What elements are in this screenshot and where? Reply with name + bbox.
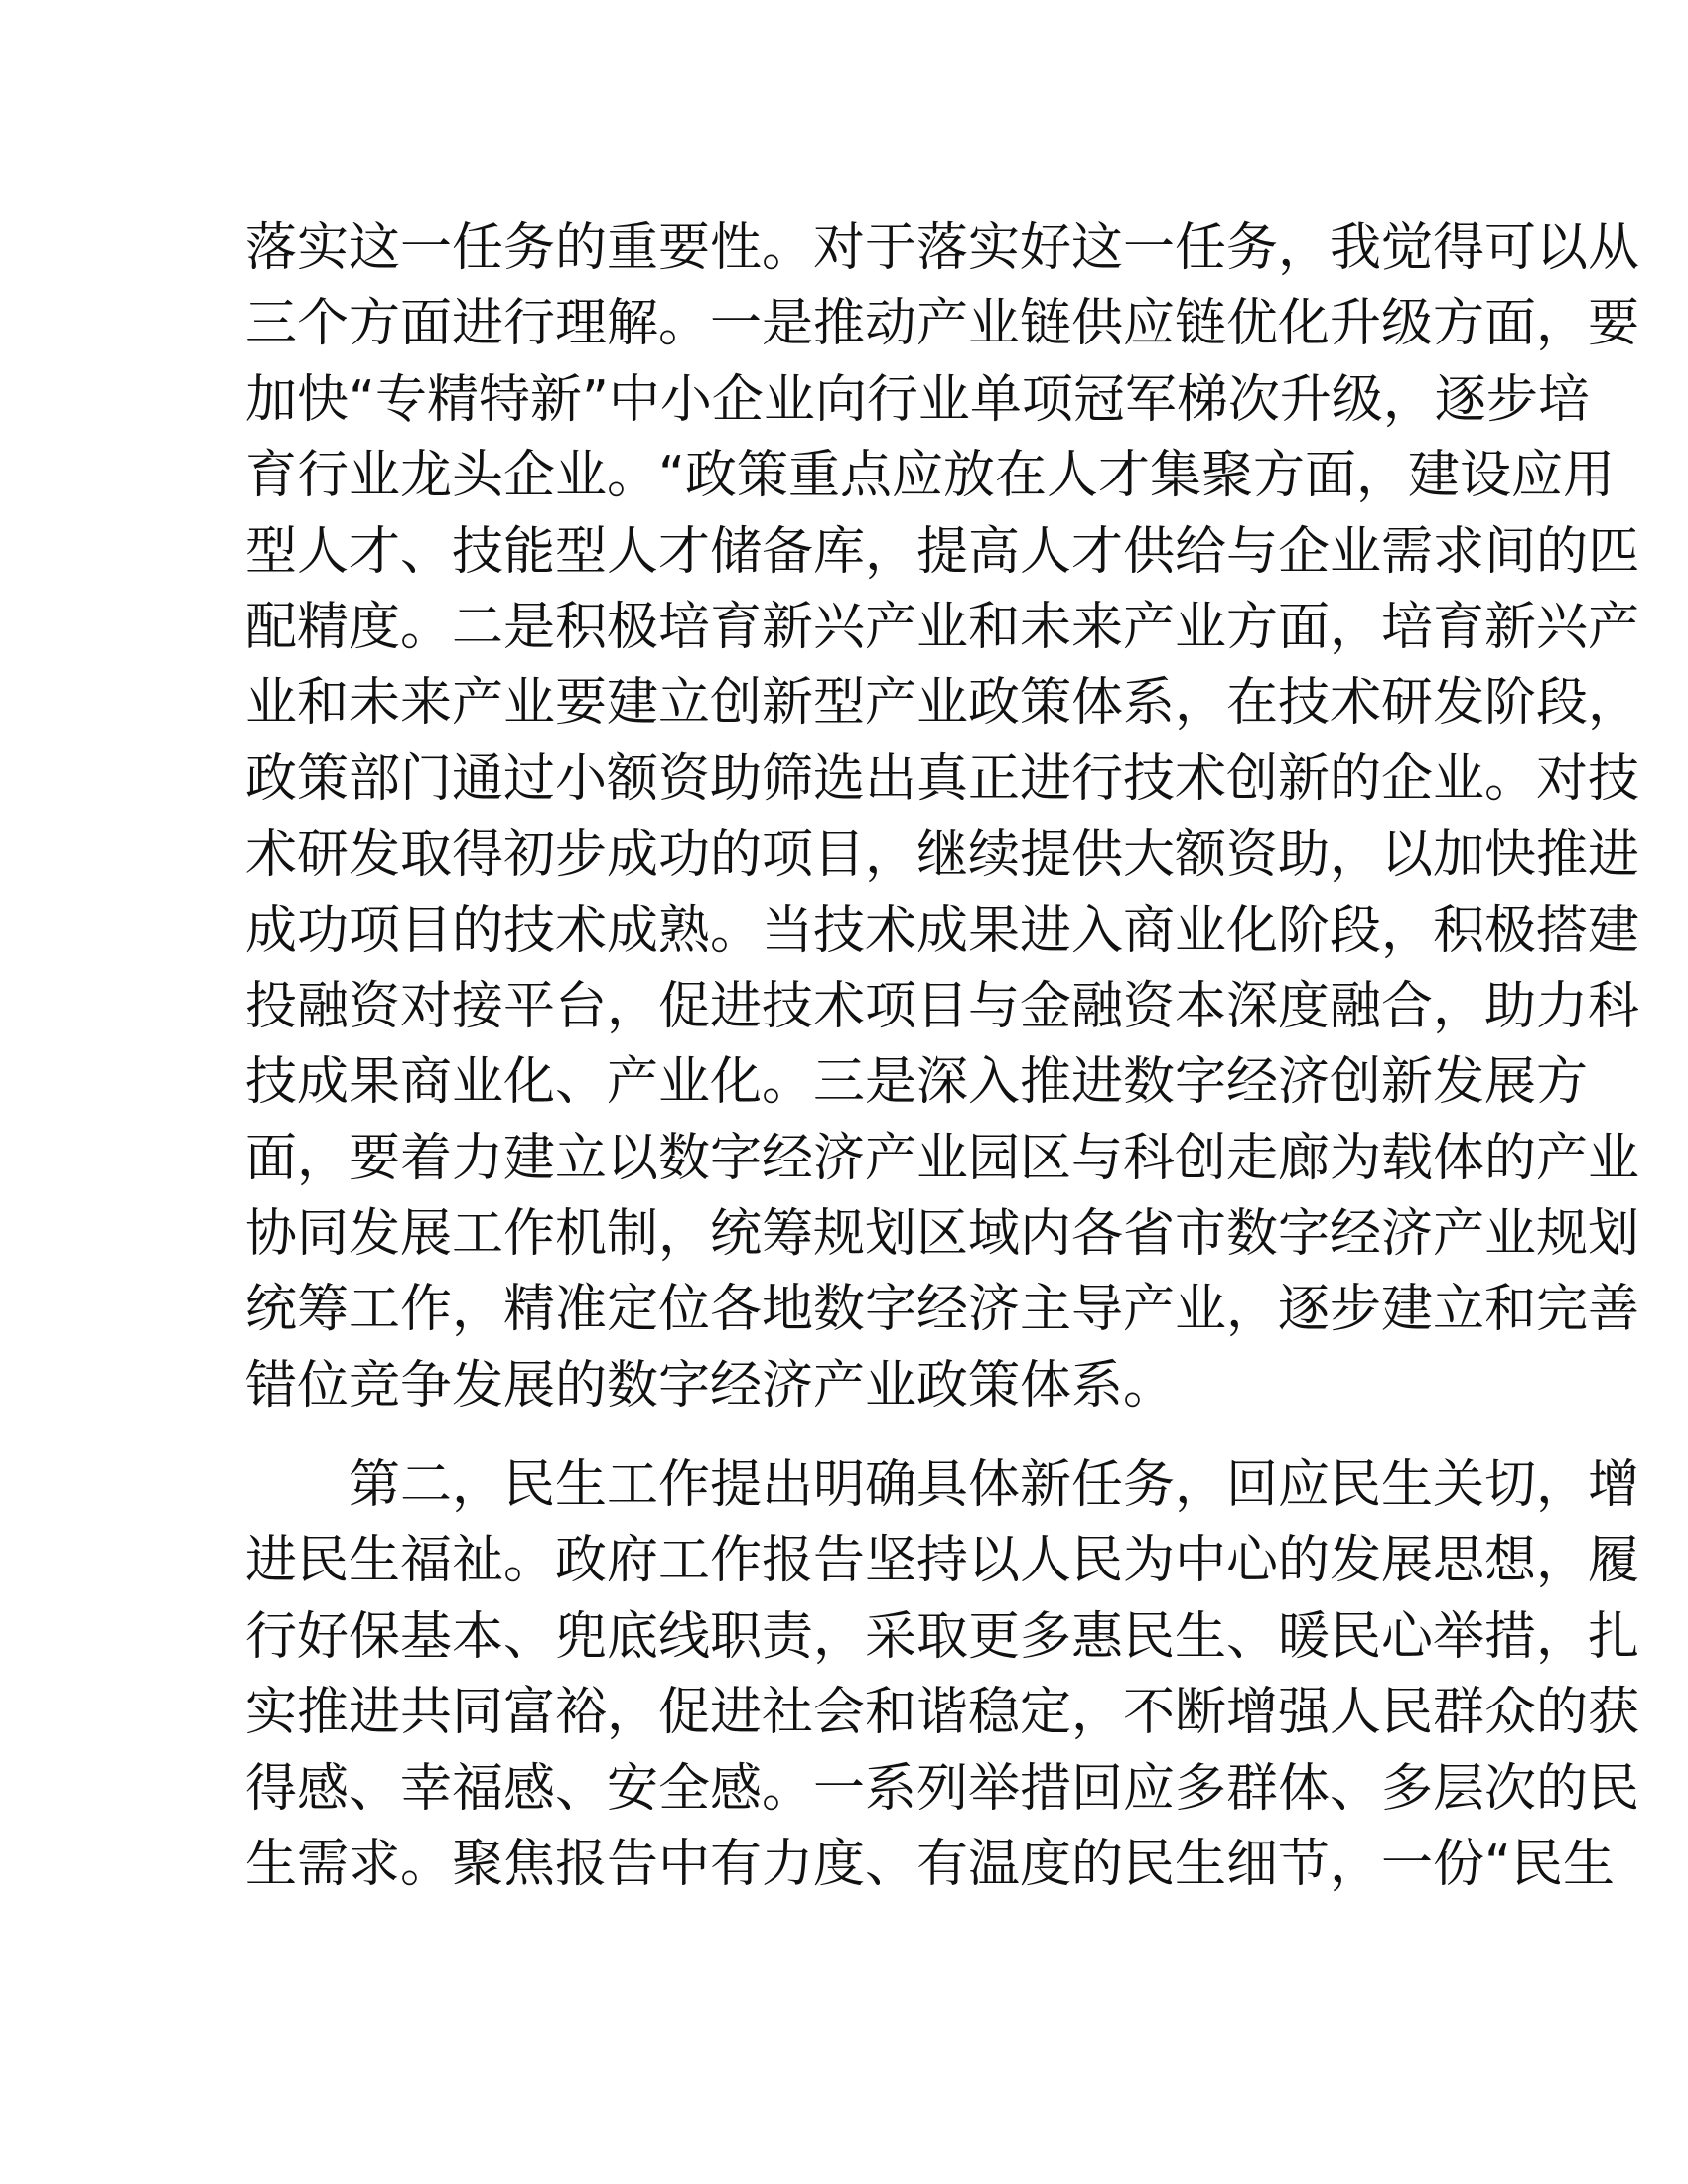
- text-line: 统筹工作，精准定位各地数字经济主导产业，逐步建立和完善: [245, 1280, 1640, 1340]
- text-line: 三个方面进行理解。一是推动产业链供应链优化升级方面，要: [245, 294, 1640, 354]
- text-line: 落实这一任务的重要性。对于落实好这一任务，我觉得可以从: [245, 218, 1640, 278]
- text-line: 面，要着力建立以数字经济产业园区与科创走廊为载体的产业: [245, 1128, 1640, 1188]
- text-line: 得感、幸福感、安全感。一系列举措回应多群体、多层次的民: [245, 1758, 1640, 1819]
- text-line: 术研发取得初步成功的项目，继续提供大额资助，以加快推进: [245, 825, 1640, 886]
- text-line: 成功项目的技术成熟。当技术成果进入商业化阶段，积极搭建: [245, 900, 1640, 961]
- text-line: 配精度。二是积极培育新兴产业和未来产业方面，培育新兴产: [245, 597, 1640, 657]
- text-line: 生需求。聚焦报告中有力度、有温度的民生细节，一份“民生: [245, 1834, 1615, 1894]
- text-line: 技成果商业化、产业化。三是深入推进数字经济创新发展方: [245, 1052, 1589, 1113]
- text-line: 型人才、技能型人才储备库，提高人才供给与企业需求间的匹: [245, 521, 1640, 582]
- text-line: 第二，民生工作提出明确具体新任务，回应民生关切，增: [245, 1455, 1640, 1515]
- text-line: 业和未来产业要建立创新型产业政策体系，在技术研发阶段，: [245, 673, 1640, 734]
- text-line: 进民生福祉。政府工作报告坚持以人民为中心的发展思想，履: [245, 1531, 1640, 1591]
- paragraph-livelihood: [245, 1447, 1640, 1902]
- paragraph-economy: [245, 210, 1640, 1424]
- text-line: 政策部门通过小额资助筛选出真正进行技术创新的企业。对技: [245, 749, 1640, 809]
- text-line: 育行业龙头企业。“政策重点应放在人才集聚方面，建设应用: [245, 446, 1615, 506]
- text-line: 实推进共同富裕，促进社会和谐稳定，不断增强人民群众的获: [245, 1683, 1640, 1743]
- text-line: 行好保基本、兜底线职责，采取更多惠民生、暖民心举措，扎: [245, 1606, 1640, 1667]
- text-line: 加快“专精特新”中小企业向行业单项冠军梯次升级，逐步培: [245, 369, 1590, 430]
- text-line: 错位竞争发展的数字经济产业政策体系。: [245, 1355, 1176, 1416]
- text-line: 投融资对接平台，促进技术项目与金融资本深度融合，助力科: [245, 976, 1640, 1036]
- text-line: 协同发展工作机制，统筹规划区域内各省市数字经济产业规划: [245, 1204, 1640, 1265]
